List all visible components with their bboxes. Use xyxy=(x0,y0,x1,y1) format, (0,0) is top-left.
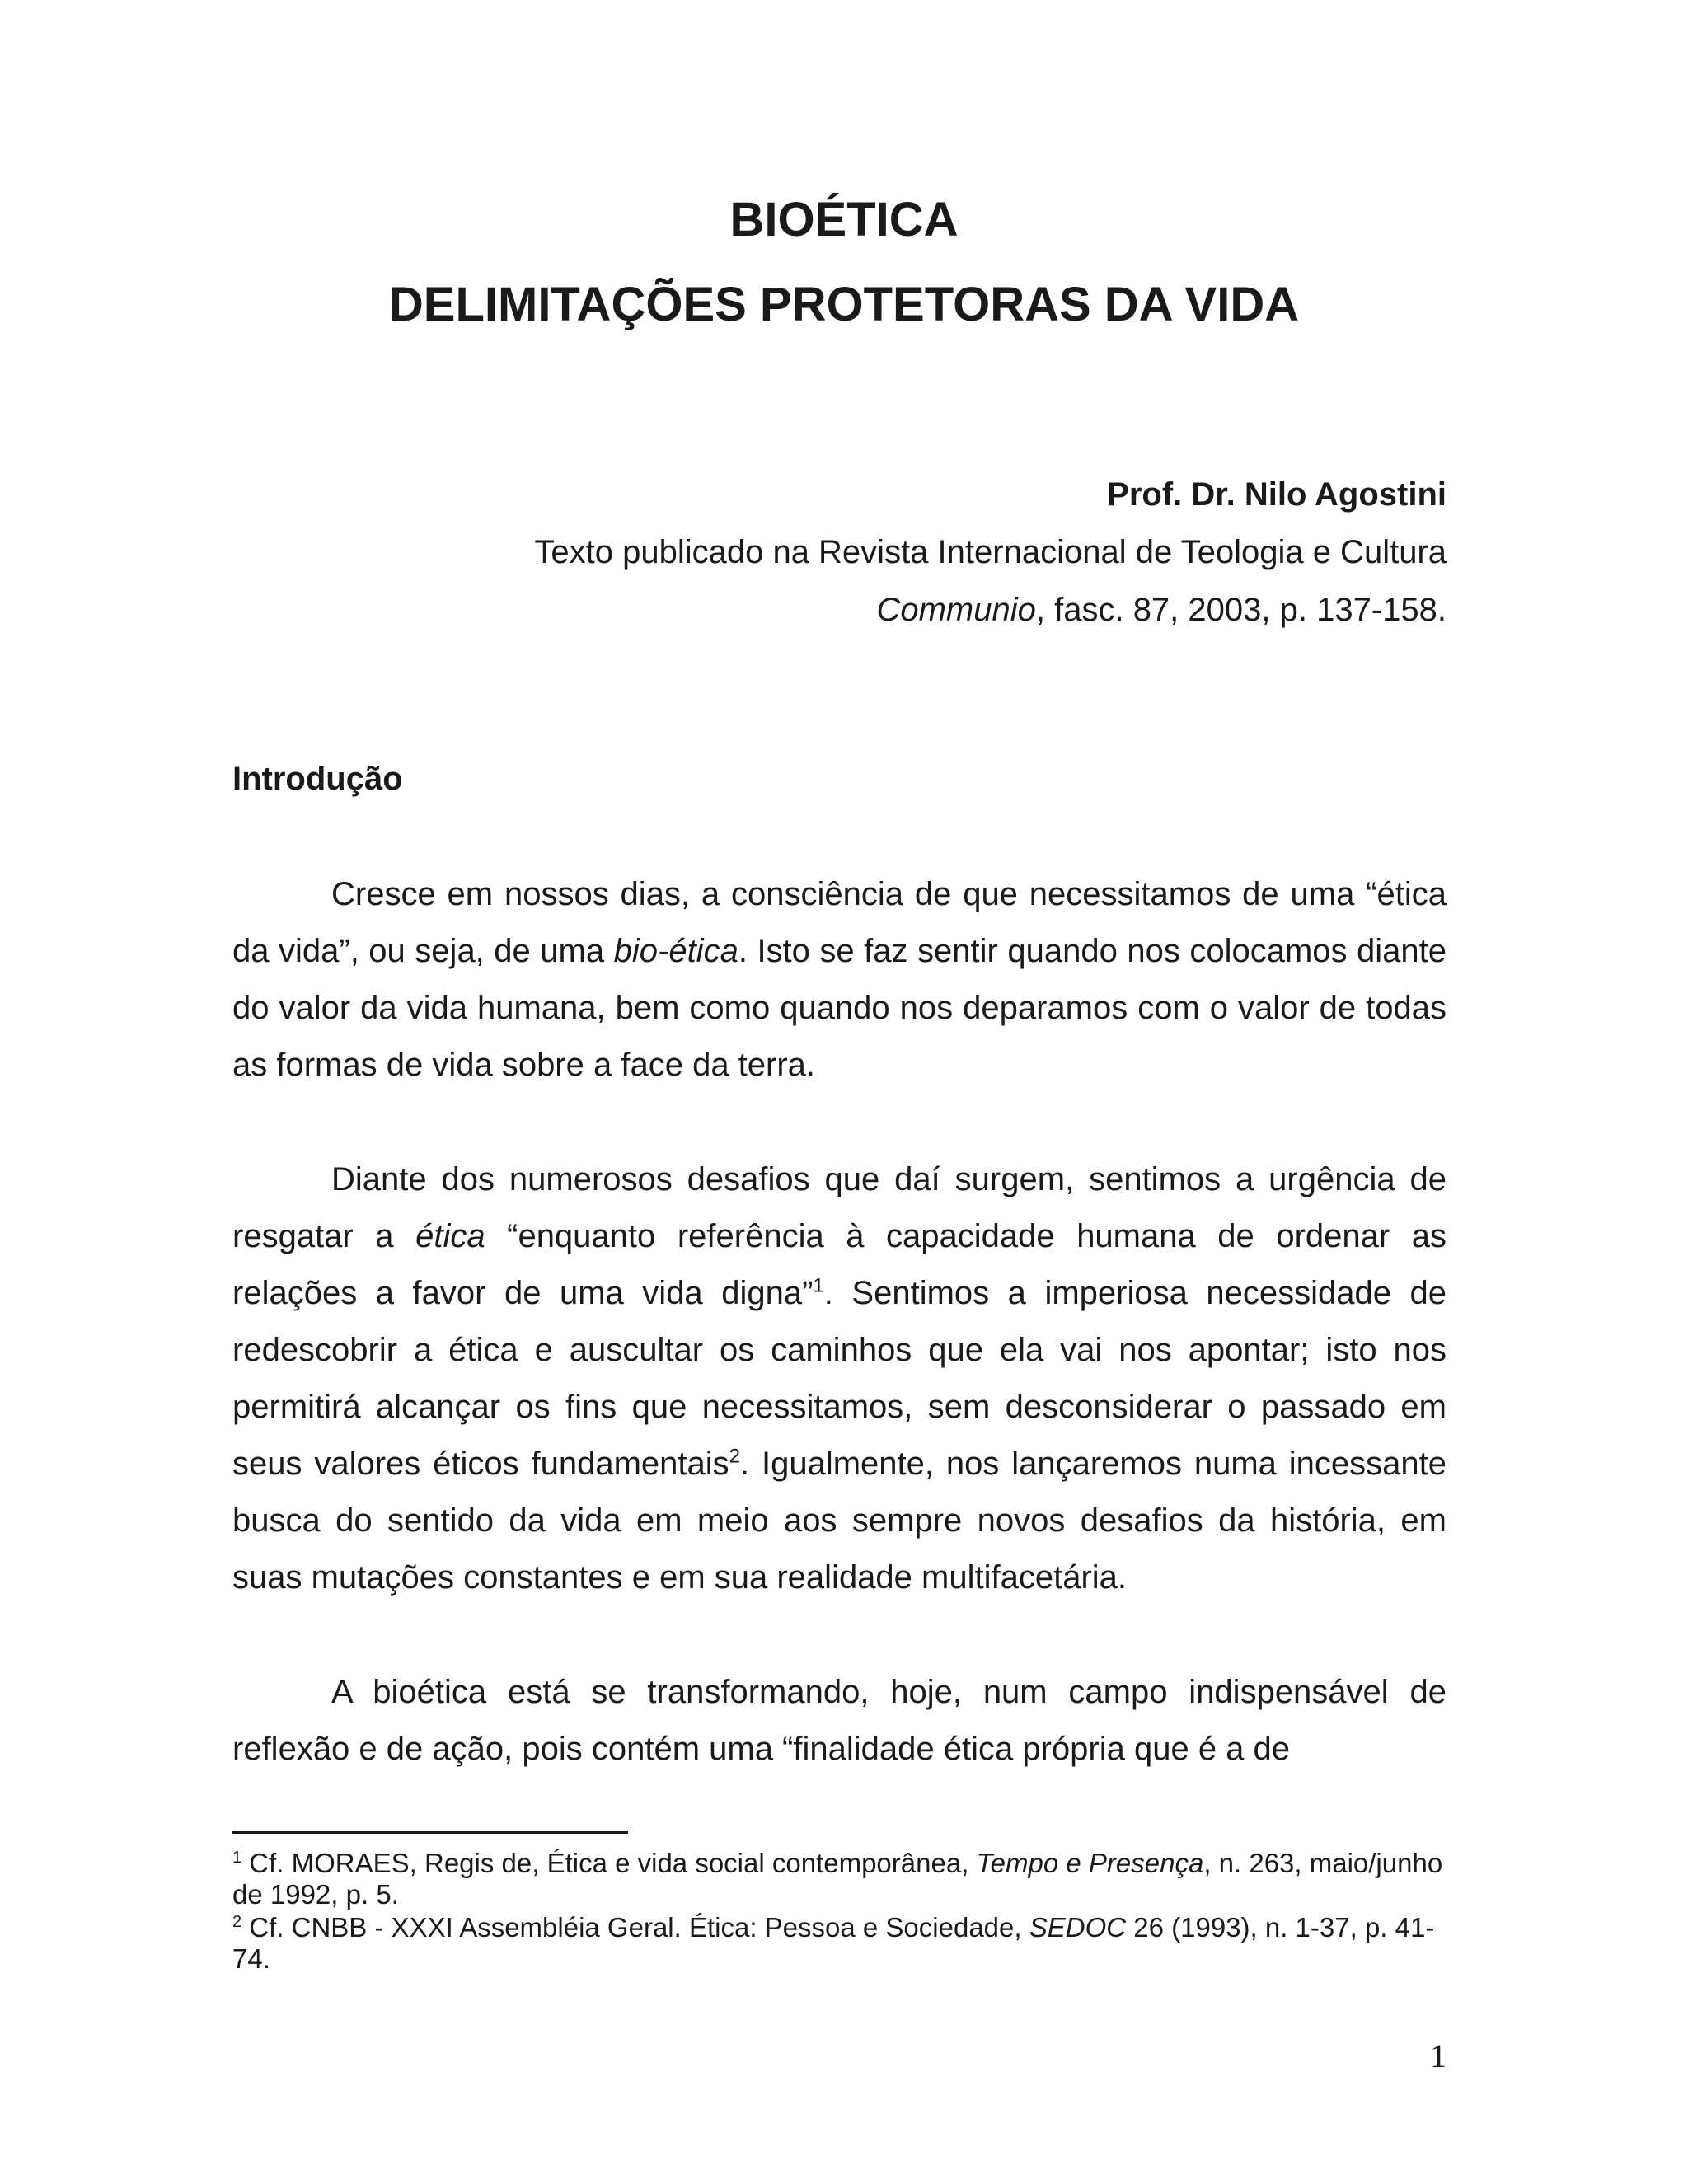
author-name: Prof. Dr. Nilo Agostini xyxy=(1107,476,1447,513)
footnote-1 xyxy=(232,1848,1444,1910)
paragraph-text: Cresce em nossos dias, a consciência de que necessitamos de uma “ética da vida”, ou seja, de uma xyxy=(232,876,1447,969)
publication-info-line2 xyxy=(876,589,1447,630)
paragraph-text: Diante dos numerosos desafios que daí surgem, sentimos a urgência de resgatar a xyxy=(232,1161,1447,1254)
footnote-text: Cf. MORAES, Regis de, Ética e vida social contemporânea, xyxy=(241,1848,977,1878)
footnote-italic: Tempo e Presença xyxy=(976,1848,1204,1878)
footnote-divider xyxy=(232,1831,628,1834)
paragraph-text: . Igualmente, nos lançaremos numa incessante busca do sentido da vida em meio aos sempre novos desafios da história, em suas mutações constantes e em sua realidade multifacetária. xyxy=(232,1446,1447,1596)
paragraph-text: . Isto se faz sentir quando nos colocamos diante do valor da vida humana, bem como quando nos deparamos com o valor de todas as formas de vida sobre a face da terra. xyxy=(232,933,1447,1083)
section-heading: Introdução xyxy=(232,761,403,797)
footnote-italic: SEDOC xyxy=(1029,1912,1127,1943)
paragraph-2 xyxy=(232,1151,1447,1606)
document-title-line2: DELIMITAÇÕES PROTETORAS DA VIDA xyxy=(388,278,1300,331)
footnote-text: 26 (1993), n. 1-37, p. 41-74. xyxy=(232,1912,1435,1974)
paragraph-3 xyxy=(232,1664,1447,1778)
publication-info-line1: Texto publicado na Revista Internacional de Teologia e Cultura xyxy=(534,534,1447,570)
paragraph-text: A bioética está se transformando, hoje, num campo indispensável de reflexão e de ação, pois contém uma “finalidade ética própria que é a de xyxy=(232,1674,1447,1767)
footnote-reference-1[interactable]: 1 xyxy=(813,1274,824,1297)
footnote-text: Cf. CNBB - XXXI Assembléia Geral. Ética: Pessoa e Sociedade, xyxy=(241,1912,1029,1943)
document-title-line1: BIOÉTICA xyxy=(729,193,959,246)
footnote-text: , n. 263, maio/junho de 1992, p. 5. xyxy=(232,1848,1443,1910)
paragraph-text: “enquanto referência à capacidade humana de ordenar as relações a favor de uma vida digna” xyxy=(232,1218,1447,1311)
paragraph-emphasis: ética xyxy=(415,1218,485,1254)
journal-name: Communio xyxy=(876,592,1036,628)
footnote-reference-2[interactable]: 2 xyxy=(729,1445,741,1468)
paragraph-emphasis: bio-ética xyxy=(613,933,738,969)
publication-details: , fasc. 87, 2003, p. 137-158. xyxy=(1035,592,1447,628)
paragraph-1 xyxy=(232,866,1447,1094)
paragraph-text: . Sentimos a imperiosa necessidade de redescobrir a ética e auscultar os caminhos que ela vai nos apontar; isto nos permitirá alcançar os fins que necessitamos, sem desconsiderar o passado em seus valores éticos fundamentais xyxy=(232,1275,1447,1482)
footnote-number: 2 xyxy=(232,1913,242,1931)
page-number: 1 xyxy=(1430,2037,1447,2074)
footnote-number: 1 xyxy=(232,1849,242,1867)
footnote-2 xyxy=(232,1912,1444,1975)
